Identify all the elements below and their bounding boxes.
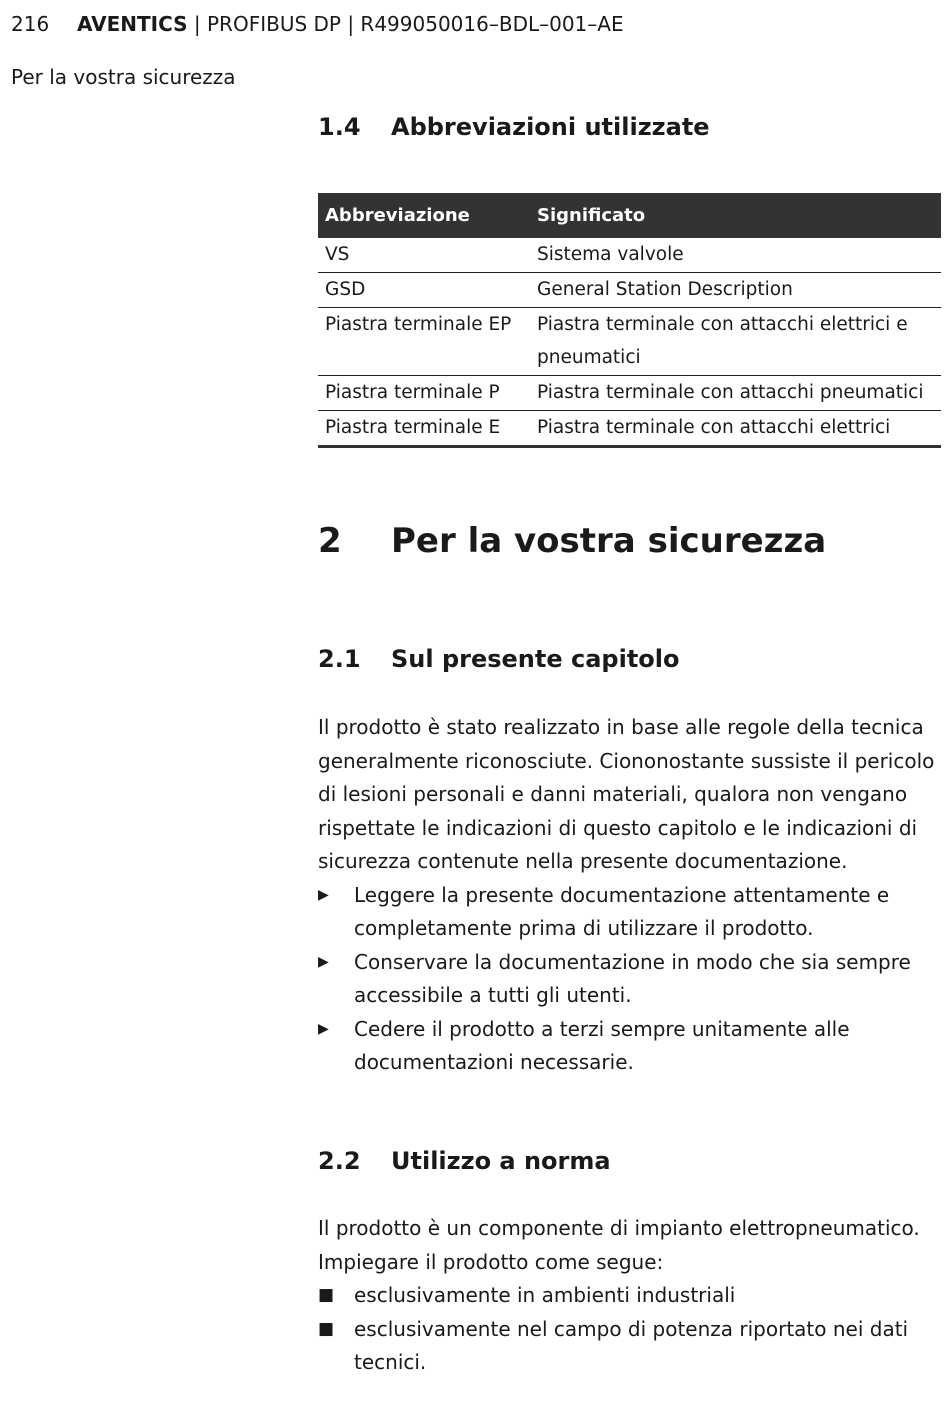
table-row <box>318 238 941 273</box>
list-item <box>318 1279 941 1313</box>
section-heading-2-2 <box>318 1147 941 1175</box>
body-paragraph: Il prodotto è un componente di impianto elettropneumatico. Impiegare il prodotto come segue: <box>318 1216 920 1274</box>
abbreviations-table-wrap <box>318 193 941 448</box>
table-cell: GSD <box>318 273 530 308</box>
section-heading-1-4 <box>318 113 941 141</box>
section-2-1-body <box>318 711 941 1080</box>
list-item-text: Leggere la presente documentazione attentamente e completamente prima di utilizzare il prodotto. <box>354 882 890 940</box>
column-header: Abbreviazione <box>318 193 530 238</box>
table-cell: VS <box>318 238 530 273</box>
table-cell: Piastra terminale EP <box>318 308 530 376</box>
list-item-text: Cedere il prodotto a terzi sempre unitamente alle documentazioni necessarie. <box>354 1016 850 1074</box>
list-item <box>318 1013 941 1080</box>
chapter-heading-2 <box>318 521 941 561</box>
body-paragraph: Il prodotto è stato realizzato in base alle regole della tecnica generalmente riconosciute. Ciononostante sussiste il pericolo di lesioni personali e danni materiali, qualora non vengano rispettate le indicazioni di questo capitolo e le indicazioni di sicurezza contenute nella presente documentazione. <box>318 715 935 873</box>
table-cell: Piastra terminale con attacchi pneumatici <box>530 376 941 411</box>
running-section-title: Per la vostra sicurezza <box>11 65 236 89</box>
table-cell: Sistema valvole <box>530 238 941 273</box>
section-number: 2.1 <box>318 645 361 673</box>
document-id: | PROFIBUS DP | R499050016–BDL–001–AE <box>187 12 624 36</box>
instruction-list <box>318 879 941 1080</box>
list-item-text: esclusivamente in ambienti industriali <box>354 1283 736 1307</box>
section-number: 2.2 <box>318 1147 361 1175</box>
chapter-title: Per la vostra sicurezza <box>391 521 827 561</box>
table-row <box>318 411 941 447</box>
table-cell: Piastra terminale con attacchi elettrici e pneumatici <box>530 308 941 376</box>
table-cell: General Station Description <box>530 273 941 308</box>
square-bullet-icon: ■ <box>318 1285 335 1305</box>
page-number: 216 <box>11 12 50 36</box>
list-item-text: Conservare la documentazione in modo che sia sempre accessibile a tutti gli utenti. <box>354 949 911 1007</box>
triangle-bullet-icon: ▶ <box>318 886 329 903</box>
column-header: Significato <box>530 193 941 238</box>
list-item <box>318 879 941 946</box>
page-header <box>11 12 624 36</box>
section-title: Abbreviazioni utilizzate <box>391 113 710 141</box>
section-2-2-body <box>318 1212 941 1380</box>
square-bullet-icon: ■ <box>318 1318 335 1339</box>
table-row <box>318 376 941 411</box>
list-item-text: esclusivamente nel campo di potenza riportato nei dati tecnici. <box>354 1316 909 1374</box>
section-number: 1.4 <box>318 113 361 141</box>
abbreviations-table <box>318 193 941 448</box>
table-header-row <box>318 193 941 238</box>
table-row <box>318 273 941 308</box>
list-item <box>318 946 941 1013</box>
triangle-bullet-icon: ▶ <box>318 1020 329 1037</box>
table-cell: Piastra terminale E <box>318 411 530 447</box>
section-heading-2-1 <box>318 645 941 673</box>
brand-name: AVENTICS <box>77 12 188 36</box>
usage-list <box>318 1279 941 1380</box>
list-item <box>318 1313 941 1380</box>
table-cell: Piastra terminale P <box>318 376 530 411</box>
table-row <box>318 308 941 376</box>
section-title: Sul presente capitolo <box>391 645 680 673</box>
section-title: Utilizzo a norma <box>391 1147 611 1175</box>
chapter-number: 2 <box>318 521 342 561</box>
triangle-bullet-icon: ▶ <box>318 953 329 970</box>
table-cell: Piastra terminale con attacchi elettrici <box>530 411 941 447</box>
